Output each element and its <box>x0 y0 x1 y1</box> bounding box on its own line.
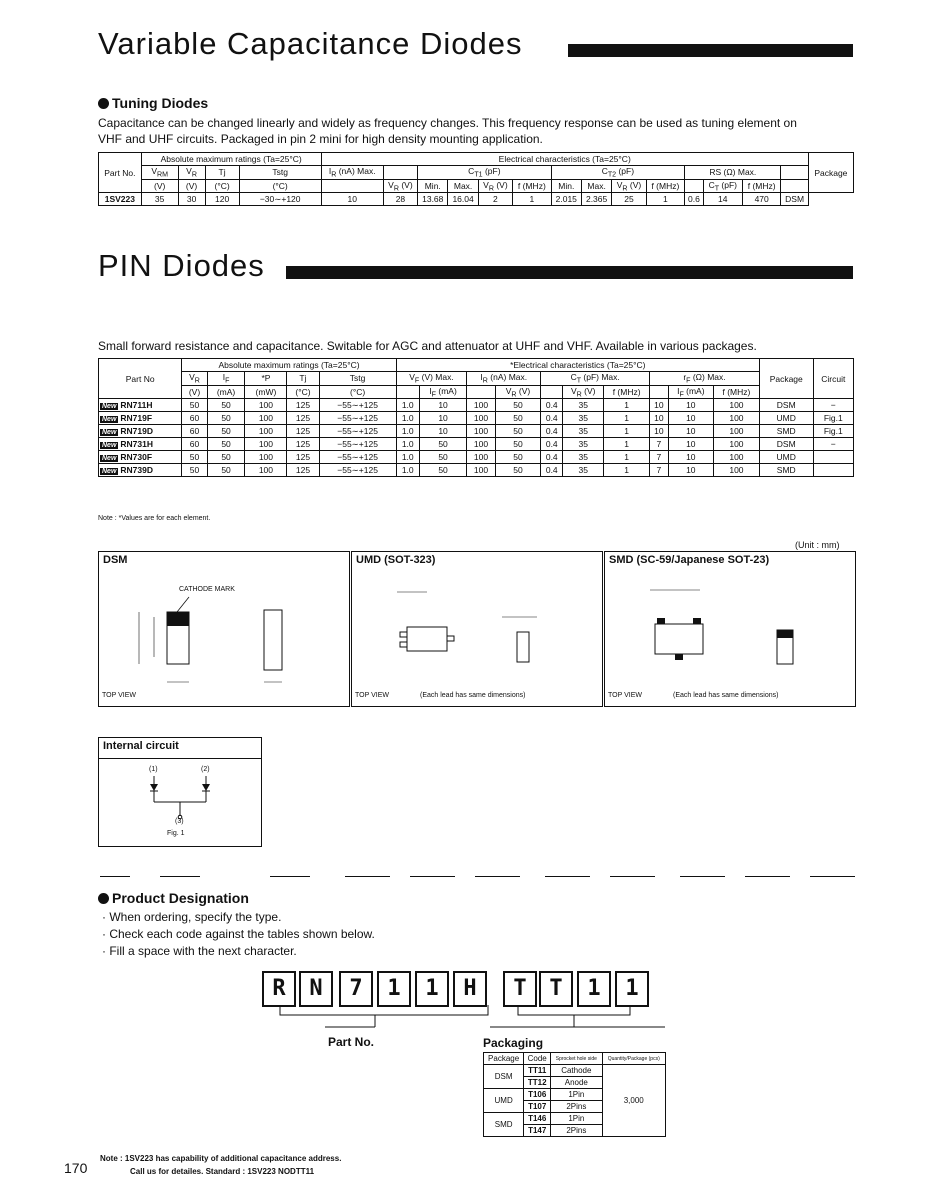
elec-header: *Electrical characteristics (Ta=25°C) <box>396 359 759 372</box>
product-designation-heading <box>98 890 249 906</box>
tuning-diodes-heading <box>98 95 208 111</box>
table-row: SMD T146 1Pin <box>484 1113 666 1125</box>
code-box: 1 <box>415 971 449 1007</box>
smd-title: SMD (SC-59/Japanese SOT-23) <box>609 554 770 566</box>
table-row: UMD T106 1Pin <box>484 1089 666 1101</box>
dsm-package-box <box>98 551 350 707</box>
pin2-label: (2) <box>201 766 210 773</box>
internal-circuit-box <box>98 737 262 847</box>
code-box: 1 <box>577 971 611 1007</box>
circuit-diagram <box>99 774 261 824</box>
abs-max-header: Absolute maximum ratings (Ta=25°C) <box>182 359 396 372</box>
table-row: New RN730F 50 50 100 125 −55∼+125 1.0 50 100 50 0.4 35 1 7 10 100 UMD <box>99 451 854 464</box>
top-view-label: TOP VIEW <box>608 692 642 699</box>
umd-drawing <box>352 572 602 692</box>
tuning-diodes-table: Part No. Absolute maximum ratings (Ta=25°C) Electrical characteristics (Ta=25°C) Package $V_{RM}$ $V_R$ Tj Tstg $I_R$ (nA) Max. $C_{T1}$ (pF) $C_{T2}$ (pF) RS (Ω) Max. (V) (V) (°C) (°C) $V_R$ (V) Min. Max. $V_R$ (V) f (MHz) Min. Max. $V_R$ (V) f (MHz) $C_T$ (pF) f (MHz) 1SV223 35 30 120 −30∼+120 10 28 13.68 16.04 2 1 2.015 2.365 25 1 0.6 14 470 DSM <box>98 152 854 206</box>
code-box: 1 <box>615 971 649 1007</box>
table-row: T147 2Pins <box>484 1125 666 1137</box>
pin1-label: (1) <box>149 766 158 773</box>
footer-note-line1: Note : 1SV223 has capability of additional capacitance address. <box>100 1154 342 1163</box>
code-box: 7 <box>339 971 373 1007</box>
new-badge: New <box>102 468 117 476</box>
table-row: New RN711H 50 50 100 125 −55∼+125 1.0 10 100 50 0.4 35 1 10 10 100 DSM − <box>99 399 854 412</box>
new-badge: New <box>102 455 117 463</box>
abs-max-header: Absolute maximum ratings (Ta=25°C) <box>141 153 321 166</box>
title-bar <box>568 44 853 57</box>
pin3-label: (3) <box>175 818 184 825</box>
code-box: T <box>503 971 537 1007</box>
table-row: DSM TT11 Cathode 3,000 <box>484 1065 666 1077</box>
top-view-label: TOP VIEW <box>355 692 389 699</box>
code-box: T <box>539 971 573 1007</box>
new-badge: New <box>102 442 117 450</box>
code-box: H <box>453 971 487 1007</box>
page-number: 170 <box>64 1160 88 1176</box>
internal-circuit-title: Internal circuit <box>103 740 179 752</box>
table-row: New RN719F 60 50 100 125 −55∼+125 1.0 10 100 50 0.4 35 1 10 10 100 UMD Fig.1 <box>99 412 854 425</box>
packaging-label: Packaging <box>483 1036 544 1050</box>
table-row: New RN719D 60 50 100 125 −55∼+125 1.0 10 100 50 0.4 35 1 10 10 100 SMD Fig.1 <box>99 425 854 438</box>
packaging-table: Package Code Sprocket hole side Quantity/Package (pcs) DSM TT11 Cathode 3,000 TT12 Anode UMD T106 1Pin T107 2Pins SMD T146 1Pin T147 2Pins <box>483 1052 666 1137</box>
designation-brackets <box>260 1005 670 1045</box>
umd-title: UMD (SOT-323) <box>356 554 436 566</box>
table-row: 1SV223 35 30 120 −30∼+120 10 28 13.68 16.04 2 1 2.015 2.365 25 1 0.6 14 470 DSM <box>99 193 854 206</box>
fig-label: Fig. 1 <box>167 830 185 837</box>
list-item: · Check each code against the tables shown below. <box>102 927 375 941</box>
smd-package-box <box>604 551 856 707</box>
list-item: · Fill a space with the next character. <box>102 944 297 958</box>
table-row: New RN739D 50 50 100 125 −55∼+125 1.0 50 100 50 0.4 35 1 7 10 100 SMD <box>99 464 854 477</box>
part-no-header: Part No. <box>99 153 142 193</box>
code-box: N <box>299 971 333 1007</box>
pin-diodes-table: Part No Absolute maximum ratings (Ta=25°C) *Electrical characteristics (Ta=25°C) Package Circuit $V_R$ $I_F$ *P Tj Tstg $V_F$ (V) Max. $I_R$ (nA) Max. $C_T$ (pF) Max. $r_F$ (Ω) Max. (V) (mA) (mW) (°C) (°C) $I_F$ (mA) $V_R$ (V) $V_R$ (V) f (MHz) $I_F$ (mA) f (MHz) New RN711H 50 50 100 125 −55∼+125 1.0 10 100 50 0.4 35 1 10 10 100 DSM − New RN719F 60 50 100 125 −55∼+125 1.0 10 100 50 0.4 35 1 10 10 100 UMD Fig.1 New RN719D 60 50 100 125 −55∼+125 1.0 10 100 50 0.4 35 1 10 10 100 SMD Fig.1 New RN731H 60 50 100 125 −55∼+125 1.0 50 100 50 0.4 35 1 7 10 100 DSM − New RN730F 50 50 100 125 −55∼+125 1.0 50 100 50 0.4 35 1 7 10 100 UMD New RN739D 50 50 100 125 −55∼+125 1.0 50 100 50 0.4 35 1 7 10 100 SMD <box>98 358 854 477</box>
variable-capacitance-title: Variable Capacitance Diodes <box>98 26 523 61</box>
list-item: · When ordering, specify the type. <box>102 910 282 924</box>
code-box: 1 <box>377 971 411 1007</box>
designation-bullets <box>102 909 375 960</box>
part-no-label: Part No. <box>328 1035 375 1049</box>
pin-diodes-title: PIN Diodes <box>98 248 265 283</box>
code-box: R <box>262 971 296 1007</box>
pin-diodes-description: Small forward resistance and capacitance. Switable for AGC and attenuator at UHF and VHF. Available in various packages. <box>98 339 757 353</box>
new-badge: New <box>102 429 117 437</box>
tuning-diodes-description: Capacitance can be changed linearly and widely as frequency changes. This frequency response can be used as tuning element on VHF and UHF circuits. Packaged in pin 2 mini for high density mounting application. <box>98 116 797 146</box>
part-no-header: Part No <box>99 359 182 399</box>
circuit-header: Circuit <box>813 359 853 399</box>
package-header: Package <box>759 359 813 399</box>
top-view-label: TOP VIEW <box>102 692 136 699</box>
smd-drawing <box>605 572 855 692</box>
umd-package-box <box>351 551 603 707</box>
product-designation-label: Product Designation <box>112 890 249 906</box>
table-row: TT12 Anode <box>484 1077 666 1089</box>
dsm-drawing <box>99 572 349 702</box>
new-badge: New <box>102 403 117 411</box>
bullet-icon <box>98 98 109 109</box>
elec-header: Electrical characteristics (Ta=25°C) <box>321 153 808 166</box>
bullet-icon <box>98 893 109 904</box>
dsm-title: DSM <box>103 554 128 566</box>
tuning-diodes-label: Tuning Diodes <box>112 95 209 111</box>
footer-note-line2: Call us for detailes. Standard : 1SV223 NODTT11 <box>130 1167 315 1176</box>
table-row: T107 2Pins <box>484 1101 666 1113</box>
each-lead-note: (Each lead has same dimensions) <box>673 692 779 699</box>
values-note: Note : *Values are for each element. <box>98 515 211 522</box>
new-badge: New <box>102 416 117 424</box>
package-header: Package <box>808 153 853 193</box>
each-lead-note: (Each lead has same dimensions) <box>420 692 526 699</box>
cathode-mark-label: CATHODE MARK <box>179 586 235 593</box>
title-bar <box>286 266 853 279</box>
table-row: New RN731H 60 50 100 125 −55∼+125 1.0 50 100 50 0.4 35 1 7 10 100 DSM − <box>99 438 854 451</box>
unit-label: (Unit : mm) <box>795 540 840 550</box>
